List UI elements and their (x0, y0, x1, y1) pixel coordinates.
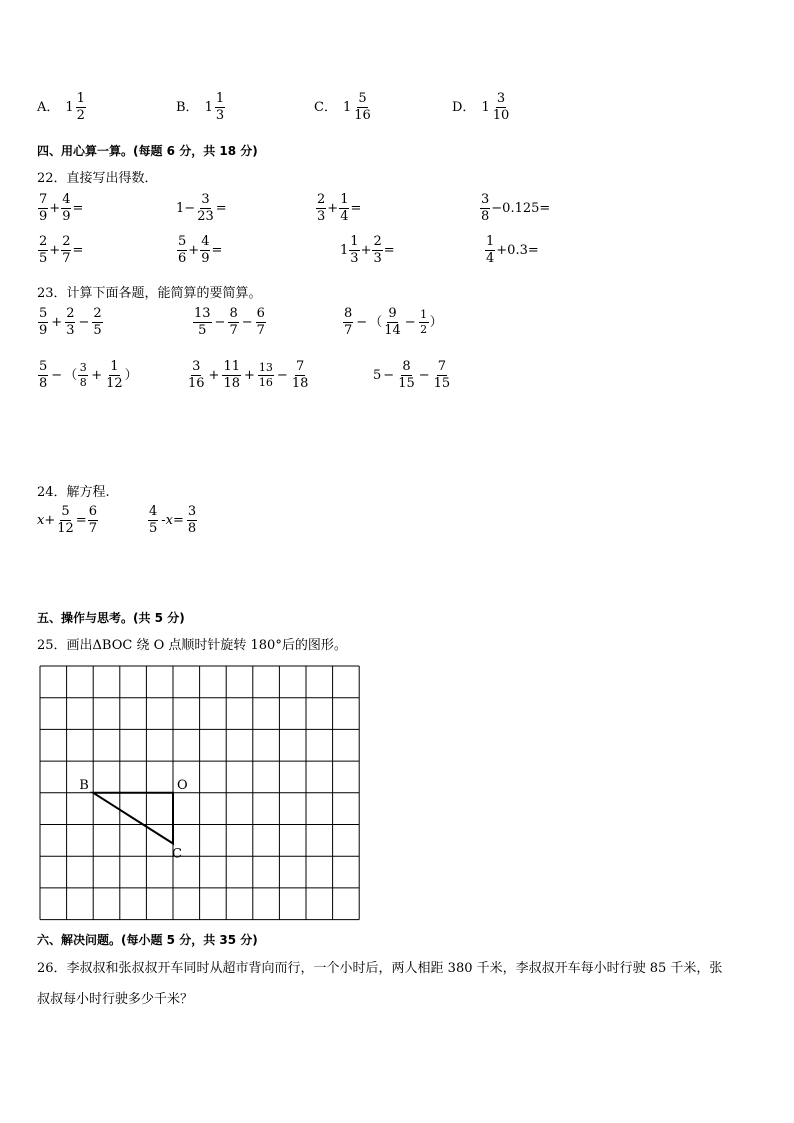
fraction: $\frac{5}{12}$ (57, 504, 74, 536)
q22-expr-5: $\frac{2}{5}$ + $\frac{2}{7}$ = (39, 234, 84, 266)
fraction: $\frac{3}{8}$ (187, 504, 197, 536)
q22-expr-2: 1 − $\frac{3}{23}$ = (176, 192, 227, 224)
mixed-whole: 1 (481, 100, 490, 115)
fraction: $\frac{13}{16}$ (258, 361, 273, 389)
q23-expr-4: $\frac{5}{8}$ − （ $\frac{3}{8}$ + $\frac{1}{12}$ ） (39, 359, 138, 391)
mixed-whole: 1 (65, 100, 74, 115)
fraction: $\frac{6}{7}$ (256, 306, 265, 338)
q23-expr-3: $\frac{8}{7}$ − （ $\frac{9}{14}$ − $\frac{1}{2}$ ） (344, 306, 443, 338)
point-label-c: C (172, 846, 182, 862)
fraction: $\frac{3}{8}$ (79, 361, 87, 389)
fraction: $\frac{5}{6}$ (178, 234, 187, 266)
triangle-boc (93, 793, 173, 844)
question-26-line-2: 叔叔每小时行驶多少千米？ (37, 992, 194, 1007)
q22-expr-7: 1 $\frac{1}{3}$ + $\frac{2}{3}$ = (340, 234, 395, 266)
section-4-title: 四、用心算一算。(每题 6 分，共 18 分) (37, 144, 258, 158)
fraction: $\frac{1}{3}$ (215, 91, 225, 123)
fraction: $\frac{3}{23}$ (197, 192, 214, 224)
fraction: $\frac{1}{4}$ (340, 192, 349, 224)
point-label-o: O (177, 777, 188, 793)
question-25-label: 25．画出ΔBOC 绕 O 点顺时针旋转 180°后的图形。 (37, 638, 347, 653)
q23-expr-5: $\frac{3}{16}$ + $\frac{11}{18}$ + $\frac{13}{16}$ − $\frac{7}{18}$ (188, 359, 309, 391)
fraction: $\frac{2}{5}$ (39, 234, 48, 266)
q23-expr-2: $\frac{13}{5}$ − $\frac{8}{7}$ − $\frac{6}{7}$ (194, 306, 265, 338)
option-a (37, 92, 87, 123)
fraction: $\frac{4}{9}$ (62, 192, 71, 224)
q22-expr-3: $\frac{2}{3}$ + $\frac{1}{4}$ = (317, 192, 362, 224)
fraction: $\frac{3}{10}$ (492, 91, 510, 123)
fraction: $\frac{5}{16}$ (354, 91, 371, 123)
fraction: $\frac{9}{14}$ (384, 306, 401, 338)
option-letter: B． (176, 100, 199, 115)
option-d (452, 92, 511, 123)
option-letter: A． (37, 100, 60, 115)
fraction: $\frac{8}{7}$ (229, 306, 238, 338)
section-6-title: 六、解决问题。(每小题 5 分，共 35 分) (37, 933, 258, 947)
fraction: $\frac{1}{3}$ (350, 234, 359, 266)
fraction: $\frac{7}{15}$ (433, 359, 451, 391)
q23-expr-6: 5 − $\frac{8}{15}$ − $\frac{7}{15}$ (373, 359, 451, 391)
fraction: $\frac{8}{15}$ (398, 359, 415, 391)
fraction: $\frac{13}{5}$ (194, 306, 211, 338)
fraction: $\frac{2}{3}$ (373, 234, 382, 266)
fraction: $\frac{2}{3}$ (66, 306, 75, 338)
fraction: $\frac{2}{3}$ (317, 192, 326, 224)
fraction: $\frac{1}{4}$ (486, 234, 495, 266)
q23-expr-1: $\frac{5}{9}$ + $\frac{2}{3}$ − $\frac{2}{5}$ (39, 306, 102, 338)
question-26-line-1: 26．李叔叔和张叔叔开车同时从超市背向而行，一个小时后，两人相距 380 千米，李叔叔开车每小时行驶 85 千米，张 (37, 961, 723, 976)
fraction: $\frac{4}{5}$ (149, 504, 158, 536)
mixed-whole: 1 (342, 100, 352, 115)
fraction: $\frac{1}{2}$ (420, 308, 428, 336)
section-5-title: 五、操作与思考。(共 5 分) (37, 611, 185, 625)
option-letter: D． (452, 100, 476, 115)
mixed-whole: 1 (204, 100, 213, 115)
option-c (314, 92, 373, 123)
fraction: $\frac{7}{18}$ (291, 359, 309, 391)
rotation-grid-figure (30, 660, 370, 930)
q22-expr-8: $\frac{1}{4}$ +0.3= (486, 234, 539, 266)
option-letter: C． (314, 100, 337, 115)
question-22-label: 22．直接写出得数． (37, 171, 158, 186)
fraction: $\frac{5}{8}$ (39, 359, 48, 391)
fraction: $\frac{5}{9}$ (39, 306, 48, 338)
q24-equation-2: $\frac{4}{5}$ -x= $\frac{3}{8}$ (149, 504, 197, 536)
fraction: $\frac{7}{9}$ (39, 192, 48, 224)
fraction: $\frac{3}{16}$ (188, 359, 205, 391)
fraction: $\frac{2}{5}$ (93, 306, 102, 338)
q22-expr-4: $\frac{3}{8}$ −0.125= (481, 192, 551, 224)
fraction: $\frac{4}{9}$ (201, 234, 210, 266)
question-24-label: 24．解方程. (37, 485, 110, 500)
fraction: $\frac{2}{7}$ (62, 234, 71, 266)
q24-equation-1: x+ $\frac{5}{12}$ = $\frac{6}{7}$ (37, 504, 97, 536)
option-b (176, 92, 226, 123)
fraction: $\frac{1}{2}$ (76, 91, 85, 123)
point-label-b: B (79, 777, 89, 793)
fraction: $\frac{8}{7}$ (344, 306, 353, 338)
fraction: $\frac{6}{7}$ (88, 504, 97, 536)
fraction: $\frac{3}{8}$ (481, 192, 490, 224)
fraction: $\frac{1}{12}$ (106, 359, 123, 391)
question-23-label: 23．计算下面各题，能简算的要简算。 (37, 286, 262, 301)
q22-expr-1: $\frac{7}{9}$ + $\frac{4}{9}$ = (39, 192, 84, 224)
q22-expr-6: $\frac{5}{6}$ + $\frac{4}{9}$ = (178, 234, 223, 266)
fraction: $\frac{11}{18}$ (223, 359, 240, 391)
